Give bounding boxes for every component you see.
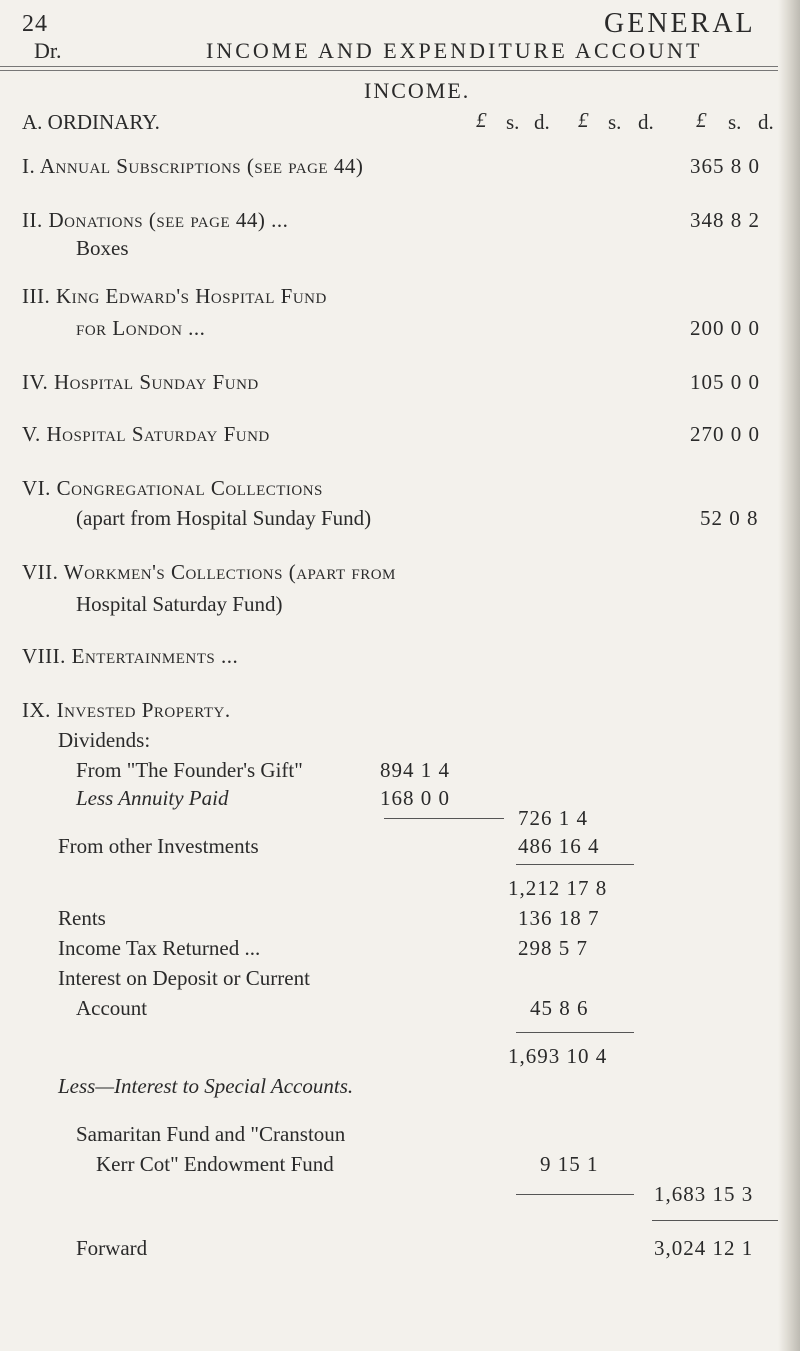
row-congregational-label: VI. Congregational Collections — [22, 476, 323, 500]
row-entertainments-label: VIII. Entertainments ... — [22, 644, 239, 668]
col3-shillings: s. — [728, 110, 742, 134]
net-invested-total: 1,683 15 3 — [654, 1182, 754, 1206]
other-investments-amount: 486 16 4 — [518, 834, 600, 858]
subtotal-rule-4 — [516, 1194, 634, 1195]
gross-invested-subtotal: 1,693 10 4 — [508, 1044, 608, 1068]
samaritan-amount: 9 15 1 — [540, 1152, 599, 1176]
row-annual-subscriptions-label: I. Annual Subscriptions (see page 44) — [22, 154, 364, 178]
col1-shillings: s. — [506, 110, 520, 134]
income-tax-amount: 298 5 7 — [518, 936, 588, 960]
header-rule-top — [0, 66, 780, 67]
ordinary-heading: A. ORDINARY. — [22, 110, 160, 134]
row-hospital-saturday-label: V. Hospital Saturday Fund — [22, 422, 270, 446]
row-donations-label: II. Donations (see page 44) ... — [22, 208, 289, 232]
dr-label: Dr. — [34, 38, 62, 63]
row-king-edward-label-2: for London ... — [76, 316, 206, 340]
row-invested-property-label: IX. Invested Property. — [22, 698, 231, 722]
page-edge-shadow — [778, 0, 800, 1351]
annuity-amount: 168 0 0 — [380, 786, 450, 810]
col3-pounds: £ — [696, 108, 707, 132]
subtotal-rule-1 — [384, 818, 504, 819]
subtotal-rule-3 — [516, 1032, 634, 1033]
col2-pence: d. — [638, 110, 654, 134]
row-workmen-label-2: Hospital Saturday Fund) — [76, 592, 283, 616]
page-number: 24 — [22, 11, 48, 37]
income-tax-label: Income Tax Returned ... — [58, 936, 261, 960]
less-interest-label: Less—Interest to Special Accounts. — [58, 1074, 354, 1098]
investments-subtotal: 1,212 17 8 — [508, 876, 608, 900]
samaritan-label: Samaritan Fund and "Cranstoun — [76, 1122, 346, 1146]
income-section-title: INCOME. — [364, 78, 471, 103]
account-subtitle: INCOME AND EXPENDITURE ACCOUNT — [206, 38, 703, 63]
subtotal-rule-2 — [516, 864, 634, 865]
forward-total: 3,024 12 1 — [654, 1236, 754, 1260]
row-hospital-sunday-label: IV. Hospital Sunday Fund — [22, 370, 259, 394]
row-king-edward-label: III. King Edward's Hospital Fund — [22, 284, 327, 308]
title-general: GENERAL — [604, 8, 756, 39]
row-annual-subscriptions-total: 365 8 0 — [690, 154, 760, 178]
row-boxes-label: Boxes — [76, 236, 129, 260]
col2-shillings: s. — [608, 110, 622, 134]
rents-label: Rents — [58, 906, 106, 930]
row-hospital-saturday-total: 270 0 0 — [690, 422, 760, 446]
row-congregational-total: 52 0 8 — [700, 506, 759, 530]
dividends-subtotal: 726 1 4 — [518, 806, 588, 830]
founders-gift-amount: 894 1 4 — [380, 758, 450, 782]
interest-label-2: Account — [76, 996, 148, 1020]
interest-label: Interest on Deposit or Current — [58, 966, 310, 990]
annuity-label: Less Annuity Paid — [76, 786, 229, 810]
col2-pounds: £ — [578, 108, 589, 132]
samaritan-label-2: Kerr Cot" Endowment Fund — [96, 1152, 334, 1176]
founders-gift-label: From "The Founder's Gift" — [76, 758, 303, 782]
row-donations-total: 348 8 2 — [690, 208, 760, 232]
row-workmen-label: VII. Workmen's Collections (apart from — [22, 560, 396, 584]
col3-pence: d. — [758, 110, 774, 134]
col1-pence: d. — [534, 110, 550, 134]
rents-amount: 136 18 7 — [518, 906, 600, 930]
row-congregational-label-2: (apart from Hospital Sunday Fund) — [76, 506, 372, 530]
col1-pounds: £ — [476, 108, 487, 132]
other-investments-label: From other Investments — [58, 834, 259, 858]
row-king-edward-total: 200 0 0 — [690, 316, 760, 340]
header-rule-bottom — [0, 70, 780, 71]
forward-rule — [652, 1220, 780, 1221]
forward-label: Forward — [76, 1236, 148, 1260]
interest-amount: 45 8 6 — [530, 996, 589, 1020]
dividends-label: Dividends: — [58, 728, 151, 752]
row-hospital-sunday-total: 105 0 0 — [690, 370, 760, 394]
